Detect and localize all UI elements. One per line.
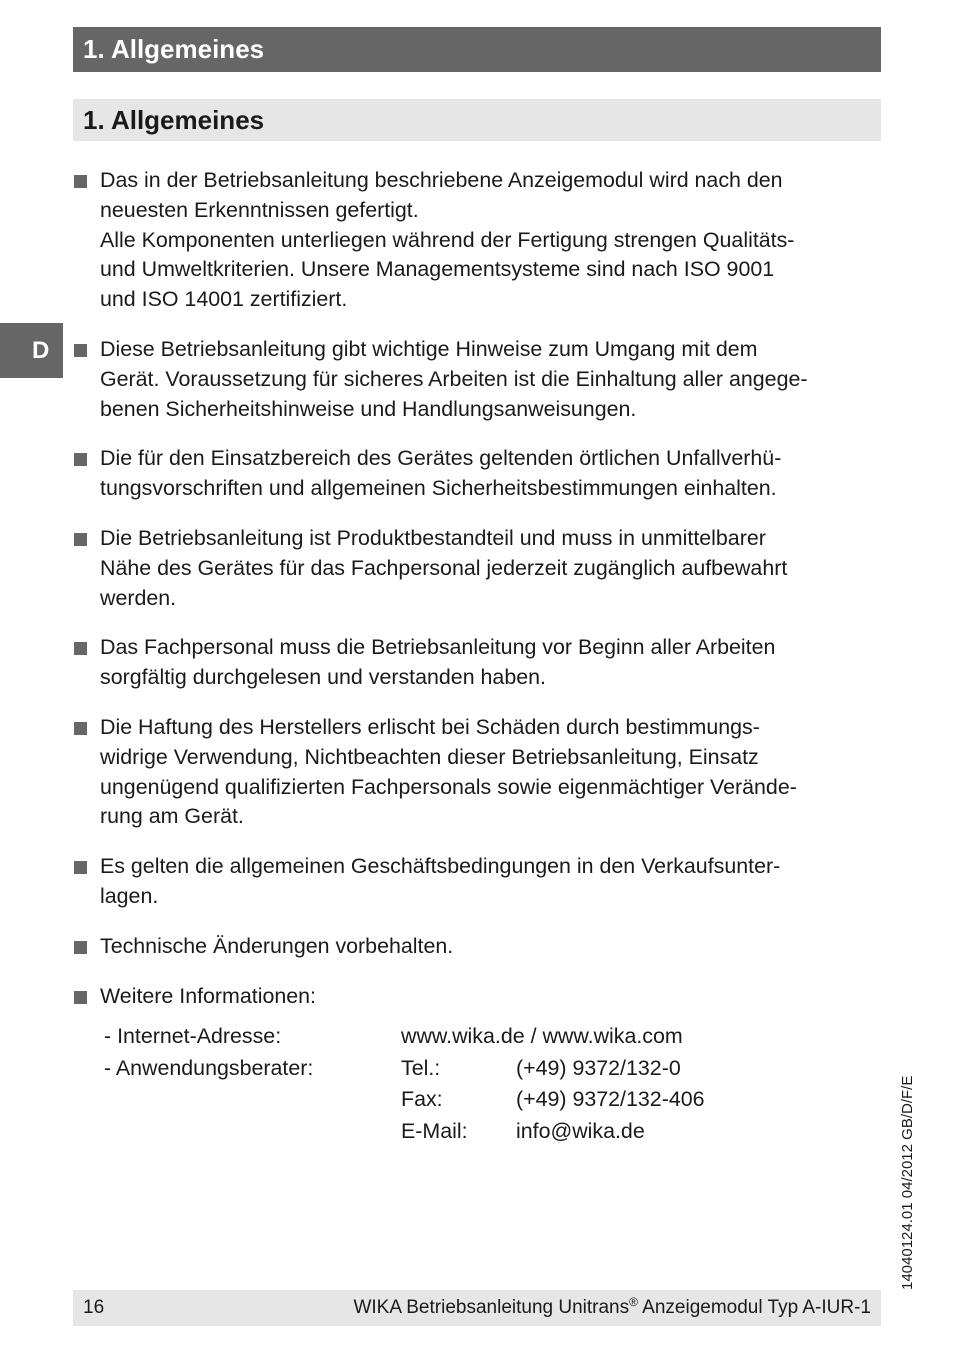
fax-row — [104, 1084, 804, 1116]
internet-row — [104, 1021, 804, 1053]
square-bullet-icon — [74, 175, 87, 188]
tel-key: Tel.: — [401, 1055, 441, 1080]
square-bullet-icon — [74, 861, 87, 874]
list-item — [73, 524, 888, 613]
fax-value: (+49) 9372/132-406 — [516, 1087, 705, 1111]
square-bullet-icon — [74, 453, 87, 466]
chapter-title: 1. Allgemeines — [83, 34, 265, 64]
footer-title-main: WIKA Betriebsanleitung Unitrans — [353, 1297, 630, 1318]
bullet-text: Die Haftung des Herstellers erlischt bei Schäden durch bestimmungs- widrige Verwendung, Nichtbeachten dieser Betriebsanleitung, Einsatz ungenügend qualifizierten Fachpersonals sowie eigenmächtiger Verände- rung am Gerät. — [100, 714, 797, 829]
page-footer — [73, 1290, 881, 1326]
language-tab-label: D — [32, 337, 50, 364]
square-bullet-icon — [74, 722, 87, 735]
section-header-bar — [73, 99, 881, 141]
square-bullet-icon — [74, 941, 87, 954]
list-item — [73, 932, 888, 962]
bullet-text: Das in der Betriebsanleitung beschriebene Anzeigemodul wird nach den neuesten Erkenntnissen gefertigt. Alle Komponenten unterliegen während der Fertigung strengen Qualitäts- und Umweltkriterien. Unsere Managementsysteme sind nach ISO 9001 und ISO 14001 zertifiziert. — [100, 168, 795, 312]
email-value: info@wika.de — [516, 1118, 645, 1143]
list-item — [73, 166, 888, 315]
list-item — [73, 713, 888, 832]
internet-value: www.wika.de / www.wika.com — [401, 1024, 683, 1048]
square-bullet-icon — [74, 642, 87, 655]
bullet-text: Das Fachpersonal muss die Betriebsanleitung vor Beginn aller Arbeiten sorgfältig durchgelesen und verstanden haben. — [100, 635, 776, 690]
language-tab — [0, 323, 63, 378]
list-item — [73, 852, 888, 912]
document-code: 14040124.01 04/2012 GB/D/F/E — [899, 1075, 916, 1290]
registered-mark: ® — [629, 1295, 638, 1309]
section-title: 1. Allgemeines — [83, 105, 265, 135]
email-row — [104, 1116, 804, 1148]
footer-title-rest: Anzeigemodul Typ A-IUR-1 — [637, 1297, 871, 1318]
tel-row — [104, 1053, 804, 1085]
bullet-text: Diese Betriebsanleitung gibt wichtige Hinweise zum Umgang mit dem Gerät. Voraussetzung für sicheres Arbeiten ist die Einhaltung aller angege- benen Sicherheitshinweise und Handlungsanweisungen. — [100, 336, 808, 421]
list-item — [73, 633, 888, 693]
consultant-label: - Anwendungsberater: — [104, 1055, 314, 1080]
page-number: 16 — [83, 1297, 105, 1318]
tel-value: (+49) 9372/132-0 — [516, 1055, 681, 1080]
bullet-list — [73, 166, 888, 1031]
list-item — [73, 444, 888, 504]
bullet-text: Es gelten die allgemeinen Geschäftsbedingungen in den Verkaufsunter- lagen. — [100, 854, 781, 908]
bullet-text: Die für den Einsatzbereich des Gerätes geltenden örtlichen Unfallverhü- tungsvorschriften und allgemeinen Sicherheitsbestimmungen einhalten. — [100, 446, 782, 501]
square-bullet-icon — [74, 991, 87, 1004]
fax-key: Fax: — [401, 1087, 443, 1111]
list-item — [73, 335, 888, 424]
square-bullet-icon — [74, 344, 87, 357]
bullet-text: Technische Änderungen vorbehalten. — [100, 933, 454, 958]
contact-info — [104, 1021, 804, 1147]
square-bullet-icon — [74, 533, 87, 546]
footer-title — [353, 1290, 871, 1326]
chapter-header-bar — [73, 27, 881, 72]
email-key: E-Mail: — [401, 1118, 468, 1143]
list-item — [73, 982, 888, 1012]
internet-label: - Internet-Adresse: — [104, 1024, 282, 1048]
bullet-text: Weitere Informationen: — [100, 983, 316, 1008]
bullet-text: Die Betriebsanleitung ist Produktbestandteil und muss in unmittelbarer Nähe des Gerätes für das Fachpersonal jederzeit zugänglich aufbewahrt werden. — [100, 525, 788, 610]
